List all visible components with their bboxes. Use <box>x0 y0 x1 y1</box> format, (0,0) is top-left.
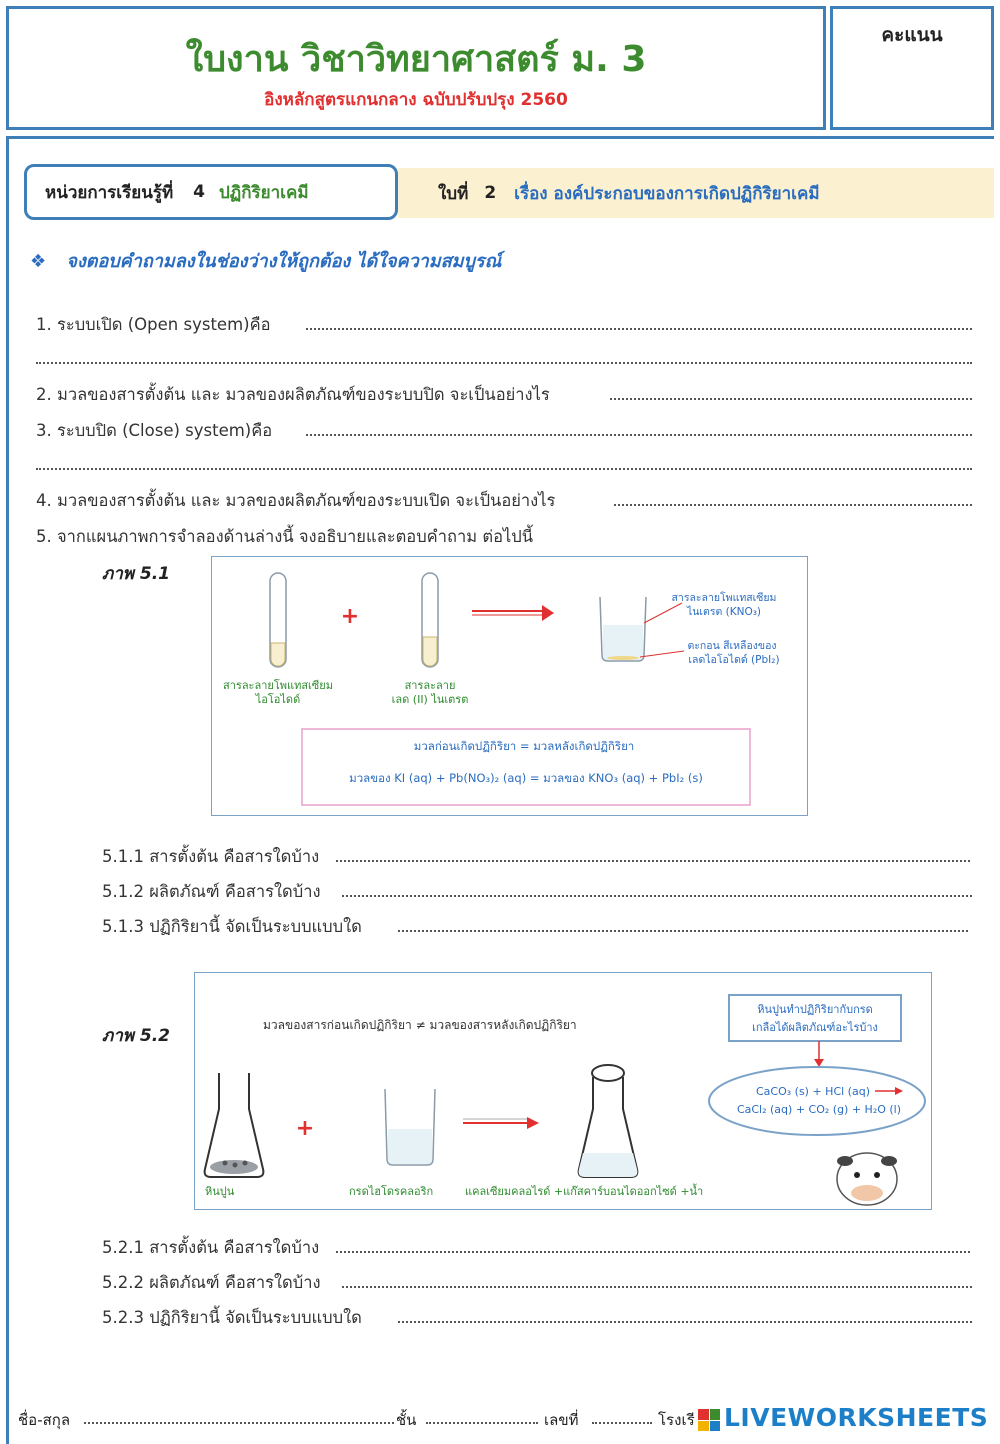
answer-line-1b[interactable] <box>36 362 972 364</box>
answer-line-1a[interactable] <box>306 328 972 330</box>
question-5-1-3: 5.1.3 ปฏิกิริยานี้ จัดเป็นระบบแบบใด <box>102 917 362 936</box>
equation-bubble <box>709 1067 925 1135</box>
score-label: คะแนน <box>881 24 943 46</box>
left-frame-line <box>6 136 9 1444</box>
beaker-1-label-2-line-1: ตะกอน สีเหลืองของ <box>687 640 777 652</box>
question-5-1-1: 5.1.1 สารตั้งต้น คือสารใดบ้าง <box>102 847 320 866</box>
answer-line-5-1-1[interactable] <box>336 860 970 862</box>
question-5-2-2: 5.2.2 ผลิตภัณฑ์ คือสารใดบ้าง <box>102 1273 321 1292</box>
liveworksheets-brand[interactable]: LIVEWORKSHEETS <box>724 1403 989 1432</box>
equation-2-line-2: CaCl₂ (aq) + CO₂ (g) + H₂O (l) <box>736 1103 902 1116</box>
question-note-box <box>729 995 901 1041</box>
figure-2-label: ภาพ 5.2 <box>102 1026 170 1046</box>
instruction-text: จงตอบคำถามลงในช่องว่างให้ถูกต้อง ได้ใจความสมบูรณ์ <box>66 251 502 272</box>
tube-1-caption-line-2: ไอโอไดด์ <box>255 693 301 706</box>
mass-inequality-heading: มวลของสารก่อนเกิดปฏิกิริยา ≠ มวลของสารหลังเกิดปฏิกิริยา <box>263 1018 577 1032</box>
footer-class-line[interactable] <box>426 1422 538 1424</box>
note-line-2: เกลือได้ผลิตภัณฑ์อะไรบ้าง <box>752 1021 878 1034</box>
footer-number-line[interactable] <box>592 1422 652 1424</box>
cow-mascot-icon <box>837 1153 897 1205</box>
footer-school-label: โรงเรี <box>658 1411 695 1429</box>
sheet-topic-band <box>398 168 994 218</box>
question-3: 3. ระบบปิด (Close) system)คือ <box>36 421 273 440</box>
beaker-1-label-2-line-2: เลดไอโอไดด์ (PbI₂) <box>688 654 780 666</box>
test-tube-2-icon <box>422 573 438 667</box>
beaker-2-caption: กรดไฮโดรคลอริก <box>349 1185 434 1198</box>
beaker-1-label-1-line-1: สารละลายโพแทสเซียม <box>671 592 777 604</box>
question-1: 1. ระบบเปิด (Open system)คือ <box>36 315 271 334</box>
answer-line-4[interactable] <box>614 504 972 506</box>
question-4: 4. มวลของสารตั้งต้น และ มวลของผลิตภัณฑ์ของระบบเปิด จะเป็นอย่างไร <box>36 491 556 510</box>
unit-number: 4 <box>193 182 206 202</box>
footer-name-label: ชื่อ-สกุล <box>18 1411 71 1429</box>
reaction-arrow-2-icon <box>463 1117 539 1129</box>
figure-5-2-diagram <box>195 973 930 1208</box>
tube-1-caption-line-1: สารละลายโพแทสเซียม <box>223 679 333 692</box>
tube-2-caption-line-1: สารละลาย <box>404 679 456 692</box>
figure-5-1 <box>211 556 808 816</box>
top-frame-line <box>6 136 994 139</box>
figure-5-2 <box>194 972 932 1210</box>
sheet-number: 2 <box>484 183 497 203</box>
beaker-1-icon <box>600 597 646 661</box>
plus-sign-2: + <box>295 1116 315 1141</box>
erlenmeyer-flask-1-icon <box>205 1073 264 1177</box>
answer-line-5-2-3[interactable] <box>398 1321 972 1323</box>
beaker-1-label-1-line-2: ไนเตรต (KNO₃) <box>686 606 762 618</box>
equation-2-line-1: CaCO₃ (s) + HCl (aq) <box>755 1085 871 1098</box>
flask-1-caption: หินปูน <box>205 1185 235 1198</box>
figure-5-1-diagram <box>212 557 806 814</box>
figure-1-label: ภาพ 5.1 <box>102 564 170 584</box>
sheet-topic: เรื่อง องค์ประกอบของการเกิดปฏิกิริยาเคมี <box>514 183 820 204</box>
answer-line-2[interactable] <box>610 398 972 400</box>
footer-number-label: เลขที่ <box>544 1411 579 1429</box>
answer-line-5-1-3[interactable] <box>398 930 968 932</box>
mass-equation-line-2: มวลของ KI (aq) + Pb(NO₃)₂ (aq) = มวลของ KNO₃ (aq) + PbI₂ (s) <box>349 771 703 785</box>
answer-line-5-2-1[interactable] <box>336 1251 970 1253</box>
beaker-2-icon <box>385 1089 435 1165</box>
instruction-bullet-icon: ❖ <box>30 251 47 272</box>
plus-sign-1: + <box>340 604 360 629</box>
test-tube-1-icon <box>270 573 286 667</box>
answer-line-3b[interactable] <box>36 468 972 470</box>
answer-line-5-1-2[interactable] <box>342 895 972 897</box>
unit-label: หน่วยการเรียนรู้ที่ <box>45 182 174 203</box>
note-line-1: หินปูนทำปฏิกิริยากับกรด <box>757 1003 873 1016</box>
answer-line-5-2-2[interactable] <box>342 1286 972 1288</box>
worksheet-subtitle: อิงหลักสูตรแกนกลาง ฉบับปรับปรุง 2560 <box>264 90 568 110</box>
worksheet-title: ใบงาน วิชาวิทยาศาสตร์ ม. 3 <box>185 39 647 80</box>
question-5: 5. จากแผนภาพการจำลองด้านล่างนี้ จงอธิบายและตอบคำถาม ต่อไปนี้ <box>36 527 534 546</box>
sheet-label: ใบที่ <box>438 183 469 204</box>
product-caption: แคลเซียมคลอไรด์ +แก๊สคาร์บอนไดออกไซด์ +น้ำ <box>465 1185 704 1198</box>
tube-2-caption-line-2: เลด (II) ไนเตรต <box>391 693 469 706</box>
footer-class-label: ชั้น <box>396 1411 417 1429</box>
erlenmeyer-flask-2-icon <box>579 1065 638 1177</box>
unit-name: ปฏิกิริยาเคมี <box>219 182 309 203</box>
question-2: 2. มวลของสารตั้งต้น และ มวลของผลิตภัณฑ์ของระบบปิด จะเป็นอย่างไร <box>36 385 550 404</box>
mass-equation-line-1: มวลก่อนเกิดปฏิกิริยา = มวลหลังเกิดปฏิกิริยา <box>413 739 635 753</box>
question-5-2-3: 5.2.3 ปฏิกิริยานี้ จัดเป็นระบบแบบใด <box>102 1308 362 1327</box>
footer-name-line[interactable] <box>84 1422 394 1424</box>
answer-line-3a[interactable] <box>306 434 972 436</box>
unit-box <box>24 164 398 220</box>
liveworksheets-logo-icon <box>698 1409 720 1431</box>
instruction <box>30 246 501 275</box>
question-5-2-1: 5.2.1 สารตั้งต้น คือสารใดบ้าง <box>102 1238 320 1257</box>
reaction-arrow-1-icon <box>472 605 554 621</box>
question-5-1-2: 5.1.2 ผลิตภัณฑ์ คือสารใดบ้าง <box>102 882 321 901</box>
